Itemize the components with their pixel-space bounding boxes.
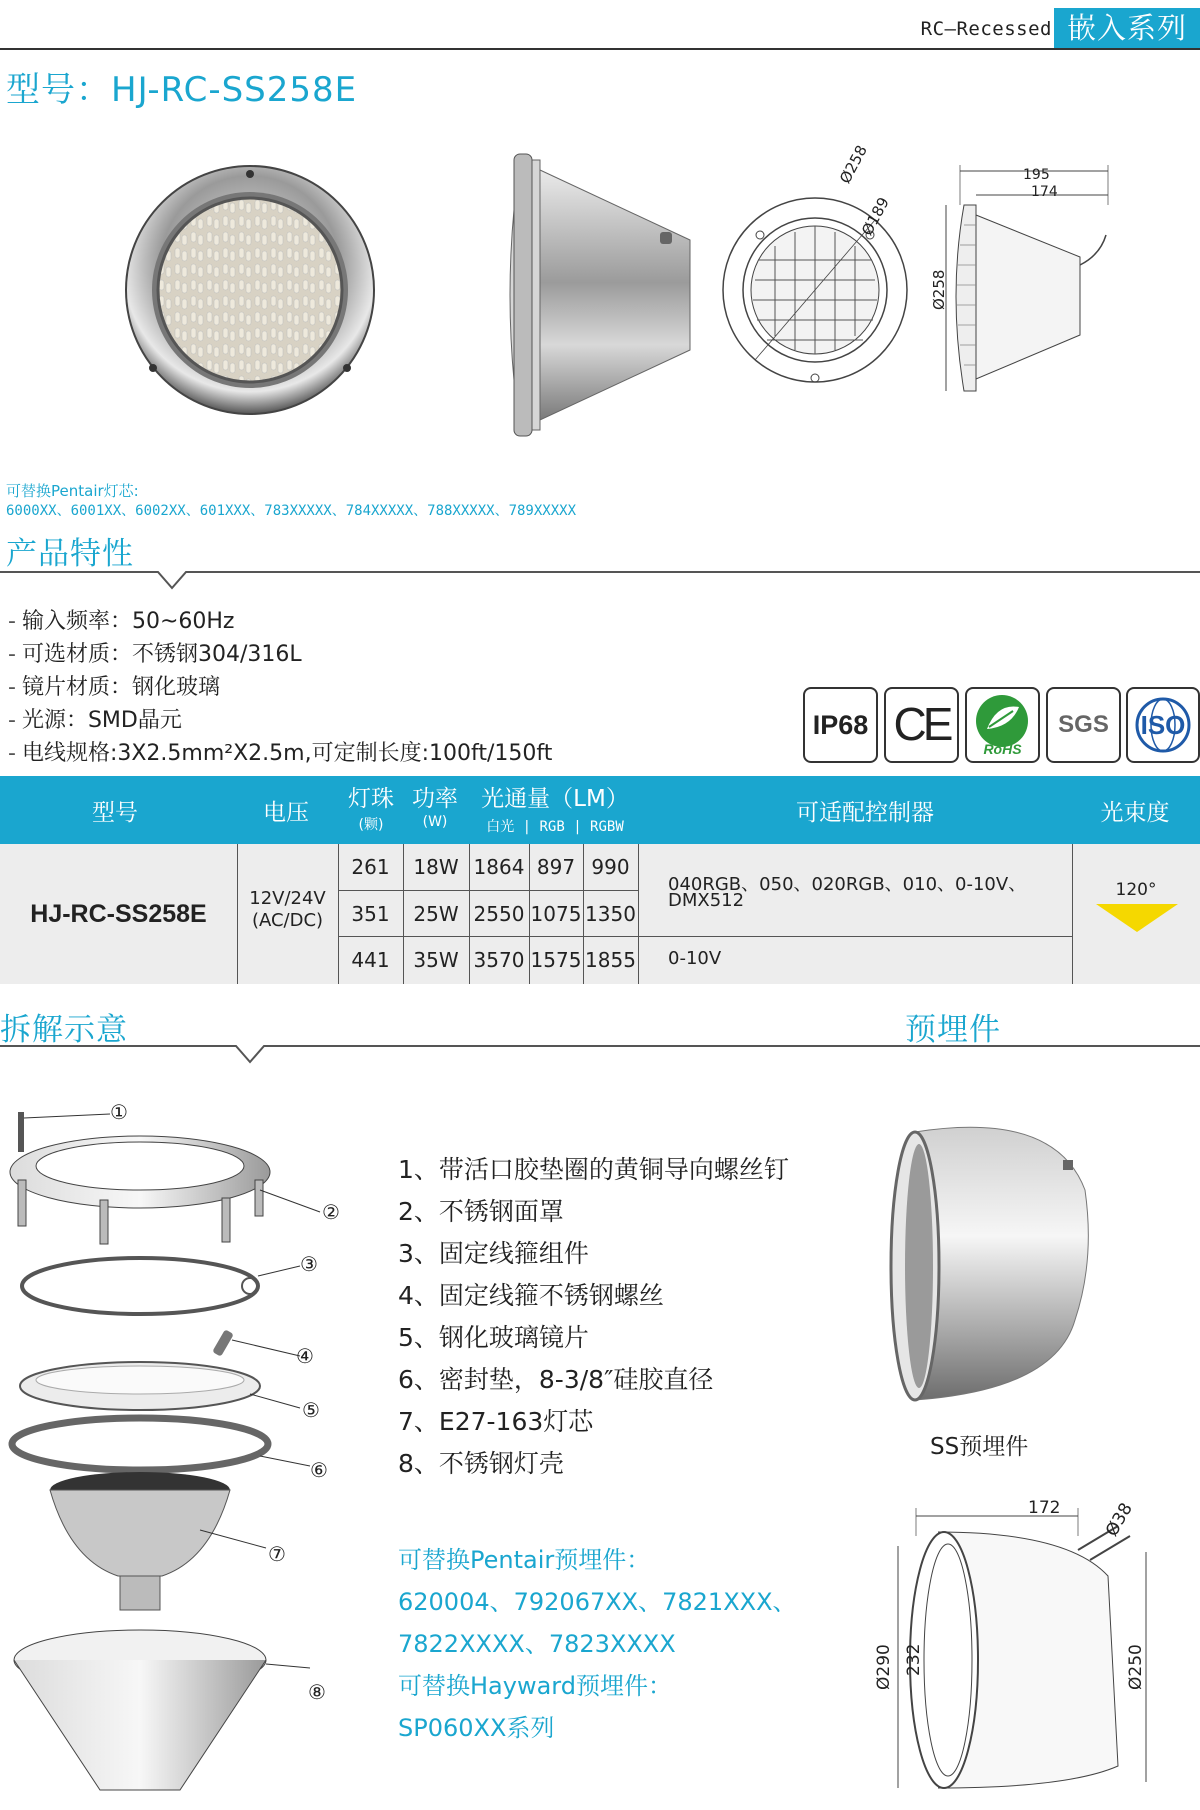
explode-title: 拆解示意 (0, 1012, 128, 1048)
series-cn-badge: 嵌入系列 (1054, 8, 1200, 48)
header-rule (0, 48, 1200, 50)
dim-side-h: Ø258 (930, 269, 948, 310)
cell-voltage-1: 12V/24V (249, 888, 326, 909)
part-item: 8、不锈钢灯壳 (398, 1449, 564, 1478)
explode-rule (0, 1036, 1200, 1066)
th-flux-sub: 白光 | RGB | RGBW (486, 819, 624, 835)
spec-table-body: HJ-RC-SS258E 12V/24V (AC/DC) 261 18W 1864 897 990 351 25W 2550 1075 1350 441 35W 3570 1575 1855 040RGB、050、020RGB、010、0-10V、 DMX512 0-10V 120° (0, 844, 1200, 984)
part-item: 4、固定线箍不锈钢螺丝 (398, 1281, 664, 1310)
part-item: 1、带活口胶垫圈的黄铜导向螺丝钉 (398, 1155, 789, 1184)
cert-ce: CE (884, 687, 959, 763)
callout-8: ⑧ (308, 1680, 326, 1704)
dim-side-w2: 174 (1031, 184, 1058, 200)
series-en: RC—Recessed (920, 18, 1052, 40)
part-item: 2、不锈钢面罩 (398, 1197, 564, 1226)
niche-dim-h1: Ø290 (874, 1644, 894, 1690)
features-title: 产品特性 (6, 536, 134, 572)
callout-2: ② (322, 1200, 340, 1224)
callout-3: ③ (300, 1252, 318, 1276)
feature-item: - 光源：SMD晶元 (8, 708, 182, 733)
cell-controller-1: 040RGB、050、020RGB、010、0-10V、 (668, 874, 1027, 895)
part-item: 3、固定线箍组件 (398, 1239, 589, 1268)
cert-sgs: SGS (1046, 687, 1121, 763)
th-model: 型号 (92, 800, 138, 826)
cell-voltage-2: (AC/DC) (251, 910, 324, 931)
cell-beam: 120° (1115, 880, 1157, 900)
beam-angle-icon (1096, 904, 1178, 934)
cert-iso: ISO (1126, 687, 1200, 763)
niche-dim-h2: 232 (904, 1643, 924, 1676)
niche-caption: SS预埋件 (930, 1434, 1029, 1460)
part-item: 6、密封垫，8-3/8″硅胶直径 (398, 1365, 714, 1394)
replace-lamp-label: 可替换Pentair灯芯: (6, 482, 139, 500)
callout-7: ⑦ (268, 1542, 286, 1566)
spec-table-header (0, 776, 1200, 844)
feature-item: - 镜片材质：钢化玻璃 (8, 675, 220, 700)
th-power: 功率 (412, 786, 458, 812)
replace-lamp-codes: 6000XX、6001XX、6002XX、601XXX、783XXXXX、784XXXXX、788XXXXX、789XXXXX (6, 503, 577, 519)
niche-dim-pipe: Ø38 (1102, 1499, 1137, 1540)
niche-dim-h3: Ø250 (1126, 1644, 1146, 1690)
drawing-front (715, 160, 925, 400)
th-voltage: 电压 (263, 800, 309, 826)
cell-controller-1b: DMX512 (668, 890, 745, 911)
dim-side-w1: 195 (1023, 167, 1050, 183)
th-controller: 可适配控制器 (796, 800, 934, 826)
callout-5: ⑤ (302, 1398, 320, 1422)
niche-photo (875, 1110, 1105, 1410)
replace-pentair-codes-2: 7822XXXX、7823XXXX (398, 1630, 676, 1658)
features-rule (0, 562, 1200, 592)
th-beam: 光束度 (1100, 800, 1170, 826)
callout-4: ④ (296, 1344, 314, 1368)
product-side-photo (500, 150, 700, 440)
replace-pentair-codes-1: 620004、792067XX、7821XXX、 (398, 1588, 797, 1616)
exploded-diagram (0, 1090, 360, 1800)
th-beads-unit: (颗) (358, 817, 384, 833)
cell-controller-2: 0-10V (668, 948, 722, 969)
product-front-photo (125, 150, 375, 440)
th-beads: 灯珠 (348, 786, 394, 812)
callout-6: ⑥ (310, 1458, 328, 1482)
part-item: 7、E27-163灯芯 (398, 1407, 594, 1436)
dim-front-d1: Ø258 (836, 142, 871, 187)
feature-item: - 可选材质：不锈钢304/316L (8, 642, 302, 667)
niche-dim-w: 172 (1028, 1498, 1061, 1518)
cell-model: HJ-RC-SS258E (30, 900, 207, 928)
feature-item: - 电线规格:3X2.5mm²X2.5m,可定制长度:100ft/150ft (8, 741, 553, 766)
niche-title: 预埋件 (905, 1012, 1001, 1048)
dim-front-d2: Ø189 (858, 194, 893, 239)
callout-1: ① (110, 1100, 128, 1124)
feature-item: - 输入频率：50~60Hz (8, 609, 235, 634)
model-title: 型号：HJ-RC-SS258E (6, 70, 358, 110)
drawing-side (930, 165, 1160, 405)
replace-hayward-label: 可替换Hayward预埋件： (398, 1672, 672, 1700)
cert-rohs: RoHS (965, 687, 1040, 763)
cert-ip68: IP68 (803, 687, 878, 763)
replace-pentair-label: 可替换Pentair预埋件： (398, 1546, 651, 1574)
th-power-unit: (W) (422, 814, 448, 830)
th-flux: 光通量（LM） (481, 786, 629, 812)
replace-hayward-codes: SP060XX系列 (398, 1714, 555, 1742)
part-item: 5、钢化玻璃镜片 (398, 1323, 589, 1352)
